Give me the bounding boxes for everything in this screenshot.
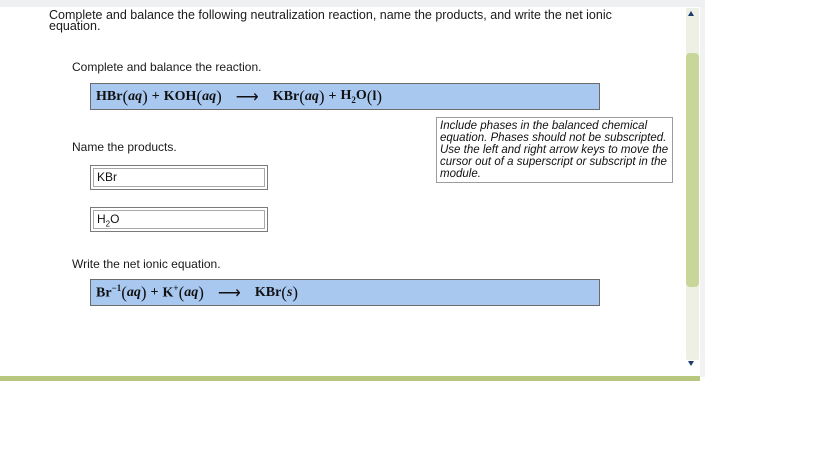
element-h: H	[340, 88, 352, 104]
paren: (	[196, 86, 203, 106]
plus-sign: +	[151, 88, 160, 104]
element-o: O	[355, 88, 367, 104]
product-name-input-2[interactable]	[93, 210, 265, 229]
reactant-2: KOH	[163, 88, 197, 104]
ion-symbol: K	[162, 285, 174, 301]
paren: )	[292, 282, 299, 302]
question-instructions: Complete and balance the following neutralization reaction, name the products, and write the net ionic equation.	[49, 8, 612, 33]
question-panel	[0, 7, 700, 375]
paren: )	[216, 86, 222, 106]
net-product: KBr	[254, 284, 282, 300]
phase-label: aq	[202, 88, 217, 104]
scroll-down-arrow-icon[interactable]	[688, 361, 694, 366]
paren: )	[142, 86, 148, 106]
paren: )	[198, 282, 204, 302]
phase-hint-tooltip: Include phases in the balanced chemical equation. Phases should not be subscripted. Use the left and right arrow keys to move the cursor out of a superscript or subscript in the module.	[436, 117, 673, 183]
paren: )	[140, 282, 147, 302]
phase-label: aq	[184, 284, 199, 300]
product-1: KBr	[272, 88, 300, 104]
paren: (	[178, 282, 185, 302]
subscript: 2	[351, 94, 356, 105]
paren: (	[122, 86, 129, 106]
panel-right-edge	[700, 7, 705, 377]
ion-1	[96, 283, 121, 302]
section-label-balance: Complete and balance the reaction.	[72, 60, 262, 74]
section-label-net-ionic: Write the net ionic equation.	[72, 257, 221, 271]
element-o: O	[110, 212, 120, 226]
charge: +	[173, 283, 179, 294]
reaction-arrow: ⟶	[235, 88, 259, 106]
reaction-arrow: ⟶	[217, 284, 241, 302]
phase-label: aq	[126, 284, 141, 300]
plus-sign: +	[150, 284, 159, 300]
paren: (	[281, 282, 287, 302]
ion-symbol: Br	[96, 285, 112, 301]
charge: −1	[111, 283, 122, 294]
product-name-input-1[interactable]: KBr	[93, 168, 265, 187]
paren: (	[299, 86, 305, 106]
plus-sign: +	[328, 88, 337, 104]
phase-label: l	[372, 88, 377, 104]
ion-2	[163, 283, 179, 302]
element-h: H	[97, 212, 106, 226]
phase-label: aq	[304, 88, 319, 104]
product-2	[341, 88, 367, 105]
phase-label: aq	[128, 88, 143, 104]
phase-label: s	[286, 284, 293, 300]
vertical-scrollbar-thumb[interactable]	[686, 53, 699, 287]
paren: )	[376, 86, 383, 106]
paren: (	[366, 86, 373, 106]
product-name-field-2[interactable]	[90, 207, 268, 232]
product-name-field-1[interactable]	[90, 165, 268, 190]
subscript: 2	[105, 219, 111, 229]
top-strip	[0, 0, 705, 7]
section-label-name-products: Name the products.	[72, 140, 177, 154]
panel-bottom-bar	[0, 376, 700, 381]
scroll-up-arrow-icon[interactable]	[688, 11, 694, 16]
paren: (	[121, 282, 127, 302]
balanced-equation-input[interactable]	[90, 83, 600, 110]
reactant-1: HBr	[96, 88, 123, 104]
paren: )	[318, 86, 325, 106]
net-ionic-equation-input[interactable]	[90, 279, 600, 306]
